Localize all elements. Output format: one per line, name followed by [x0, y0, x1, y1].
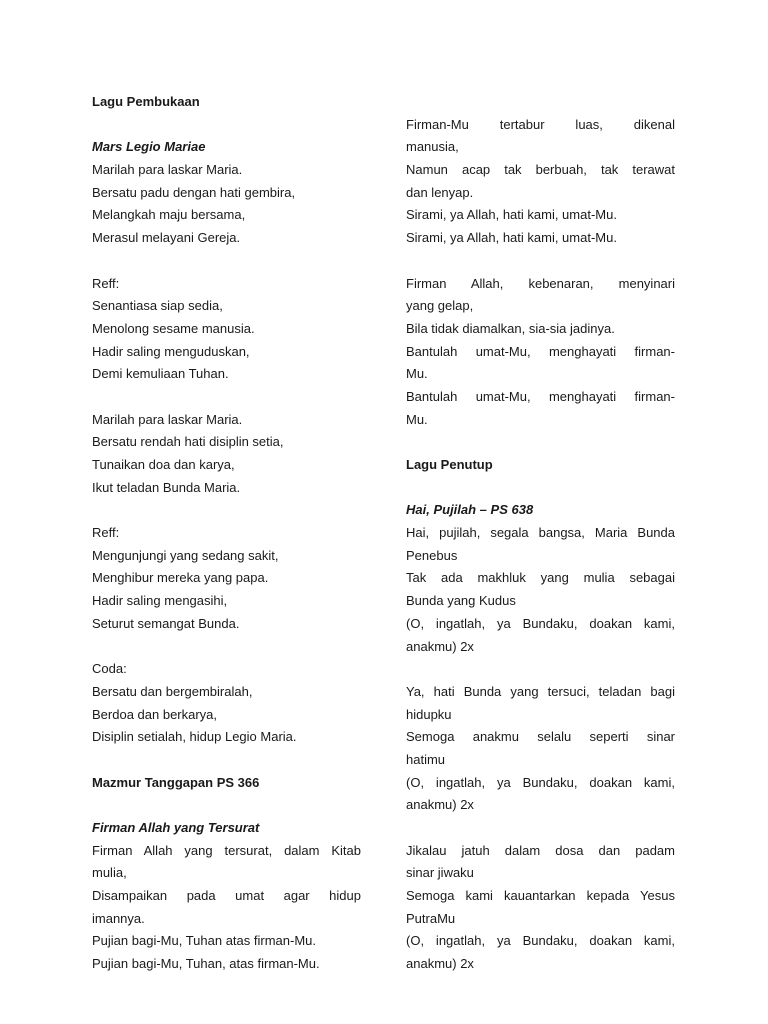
blank-line [92, 386, 361, 409]
blank-line [92, 114, 361, 137]
lyric-line: Pujian bagi-Mu, Tuhan, atas firman-Mu. [92, 956, 320, 972]
blank-line [406, 91, 675, 114]
lyric-line: anakmu) 2x [406, 956, 474, 972]
song-title: Hai, Pujilah – PS 638 [406, 502, 534, 518]
lyric-line: Pujian bagi-Mu, Tuhan atas firman-Mu. [92, 933, 316, 949]
blank-line [406, 658, 675, 681]
lyric-line: Semoga kami kauantarkan kepada Yesus [406, 888, 675, 904]
lyric-line: anakmu) 2x [406, 638, 474, 654]
lyric-line: Coda: [92, 661, 127, 677]
lyric-line: Bantulah umat-Mu, menghayati firman- [406, 343, 675, 359]
lyric-line: Sirami, ya Allah, hati kami, umat-Mu. [406, 207, 617, 223]
lyric-line: hatimu [406, 751, 446, 767]
lyric-line: Mu. [406, 411, 428, 427]
blank-line [406, 817, 675, 840]
lyric-line: Firman-Mu tertabur luas, dikenal [406, 116, 675, 132]
blank-line [92, 250, 361, 273]
lyric-line: Menolong sesame manusia. [92, 320, 255, 336]
lyric-line: Disampaikan pada umat agar hidup [92, 888, 361, 904]
lyric-line: Senantiasa siap sedia, [92, 298, 223, 314]
lyric-line: Firman Allah yang tersurat, dalam Kitab [92, 842, 361, 858]
lyric-line: Bersatu rendah hati disiplin setia, [92, 434, 284, 450]
lyric-line: Ikut teladan Bunda Maria. [92, 479, 241, 495]
lyric-line: Merasul melayani Gereja. [92, 230, 241, 246]
lyric-line: Sirami, ya Allah, hati kami, umat-Mu. [406, 230, 617, 246]
lyric-line: Bersatu padu dengan hati gembira, [92, 184, 296, 200]
lyric-line: Firman Allah, kebenaran, menyinari [406, 275, 675, 291]
lyric-line: (O, ingatlah, ya Bundaku, doakan kami, [406, 774, 675, 790]
lyric-line: mulia, [92, 865, 127, 881]
lyric-line: Reff: [92, 525, 120, 541]
left-column [92, 91, 361, 976]
lyric-line: Ya, hati Bunda yang tersuci, teladan bagi [406, 683, 675, 699]
blank-line [406, 250, 675, 273]
section-heading: Lagu Penutup [406, 457, 493, 472]
lyric-line: PutraMu [406, 910, 456, 926]
song-title: Firman Allah yang Tersurat [92, 820, 260, 835]
lyric-line: Penebus [406, 547, 458, 563]
lyric-line: Mengunjungi yang sedang sakit, [92, 547, 279, 563]
lyric-line: anakmu) 2x [406, 797, 474, 813]
lyric-line: manusia, [406, 139, 459, 155]
lyric-line: Jikalau jatuh dalam dosa dan padam [406, 842, 675, 858]
section-heading: Lagu Pembukaan [92, 94, 200, 109]
blank-line [406, 477, 675, 500]
lyric-line: Hadir saling mengasihi, [92, 593, 228, 609]
song-title: Mars Legio Mariae [92, 139, 206, 155]
lyric-line: Berdoa dan berkarya, [92, 706, 218, 722]
lyric-line: Bersatu dan bergembiralah, [92, 683, 253, 699]
blank-line [92, 636, 361, 659]
lyric-line: (O, ingatlah, ya Bundaku, doakan kami, [406, 933, 675, 949]
lyric-line: Demi kemuliaan Tuhan. [92, 366, 229, 382]
lyric-line: Hai, pujilah, segala bangsa, Maria Bunda [406, 525, 675, 541]
lyric-line: Tunaikan doa dan karya, [92, 457, 235, 472]
lyric-line: dan lenyap. [406, 184, 474, 200]
blank-line [92, 749, 361, 772]
lyric-line: (O, ingatlah, ya Bundaku, doakan kami, [406, 615, 675, 631]
blank-line [92, 499, 361, 522]
lyric-line: Mu. [406, 366, 428, 382]
lyric-line: Bila tidak diamalkan, sia-sia jadinya. [406, 320, 615, 336]
lyric-line: Bantulah umat-Mu, menghayati firman- [406, 388, 675, 404]
section-heading: Mazmur Tanggapan PS 366 [92, 774, 260, 790]
blank-line [406, 431, 675, 454]
lyric-line: Bunda yang Kudus [406, 593, 516, 609]
lyric-line: Semoga anakmu selalu seperti sinar [406, 729, 675, 745]
lyric-line: Melangkah maju bersama, [92, 207, 246, 223]
blank-line [92, 794, 361, 817]
lyric-line: yang gelap, [406, 298, 474, 314]
lyric-line: Menghibur mereka yang papa. [92, 570, 269, 586]
lyric-line: hidupku [406, 706, 452, 722]
lyric-line: Seturut semangat Bunda. [92, 615, 240, 631]
lyric-line: Disiplin setialah, hidup Legio Maria. [92, 729, 297, 745]
right-column [406, 91, 675, 976]
lyric-line: Hadir saling menguduskan, [92, 343, 250, 359]
lyric-line: Reff: [92, 275, 120, 291]
lyric-line: Namun acap tak berbuah, tak terawat [406, 162, 675, 178]
lyric-line: sinar jiwaku [406, 865, 474, 881]
lyric-line: Marilah para laskar Maria. [92, 411, 243, 427]
lyric-line: Tak ada makhluk yang mulia sebagai [406, 570, 675, 586]
lyric-line: imannya. [92, 910, 145, 926]
lyric-line: Marilah para laskar Maria. [92, 162, 243, 178]
